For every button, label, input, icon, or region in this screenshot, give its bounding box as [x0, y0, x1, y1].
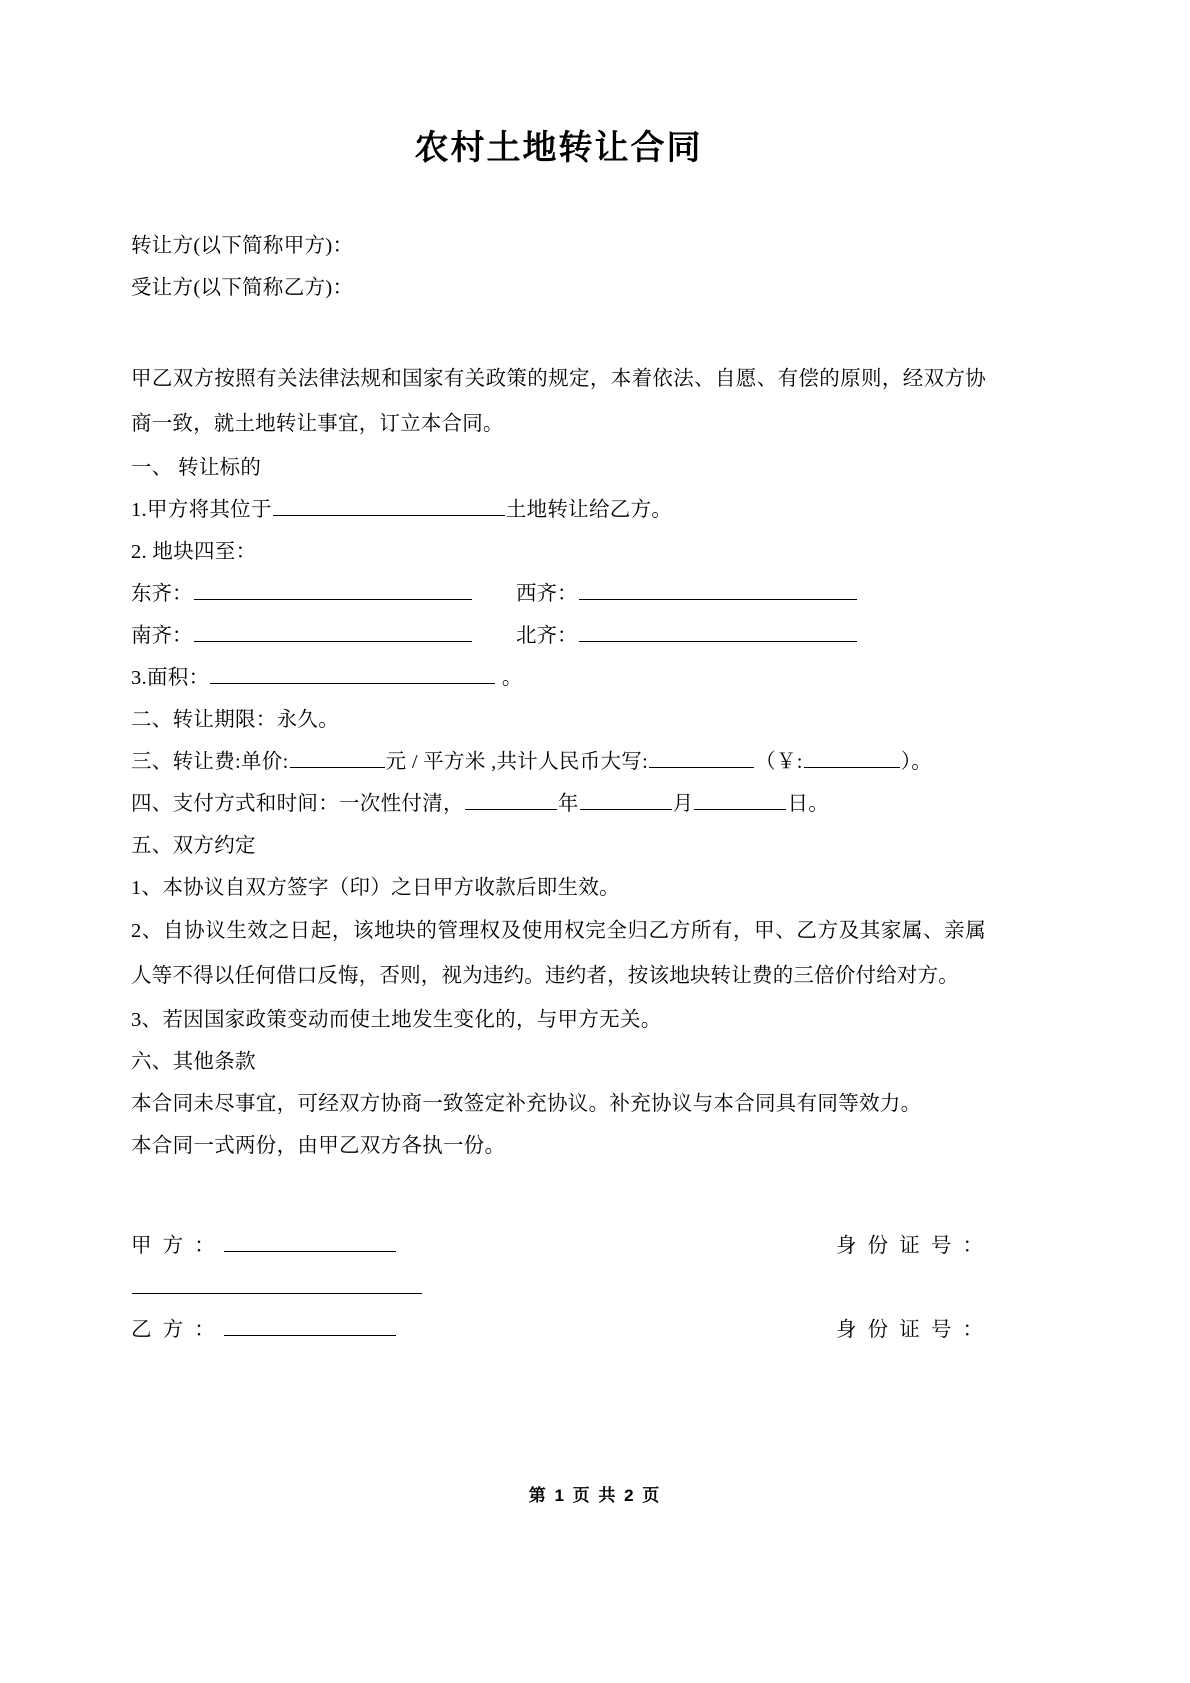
- section-one-heading: 一、 转让标的: [131, 456, 262, 479]
- section-six-text-1: 本合同未尽事宜，可经双方协商一致签定补充协议。补充协议与本合同具有同等效力。: [131, 1092, 922, 1115]
- party-a-id-label: 身 份 证 号 ：: [836, 1234, 986, 1257]
- item-location-line: [131, 489, 986, 531]
- boundary-west-blank: [579, 578, 857, 600]
- party-b-id: [836, 1309, 986, 1351]
- party-a-id: [836, 1225, 986, 1267]
- party-a-label: 甲 方 ：: [131, 1234, 218, 1257]
- item-area-suffix: 。: [501, 666, 523, 689]
- boundary-south: [131, 615, 516, 657]
- section-three-fee: [131, 741, 986, 783]
- section-six-heading: 六、其他条款: [131, 1050, 256, 1073]
- item-area-line: [131, 657, 986, 699]
- payment-day-blank: [694, 788, 786, 810]
- boundary-north-label: 北齐：: [516, 624, 578, 647]
- spacer: [131, 309, 986, 357]
- signature-row-party-b: [131, 1309, 986, 1351]
- payment-month-label: 月: [672, 792, 694, 815]
- fee-paren-open: （￥:: [755, 750, 803, 773]
- party-b-label: 乙 方 ：: [131, 1318, 218, 1341]
- section-six-text-2: 本合同一式两份，由甲乙双方各执一份。: [131, 1134, 506, 1157]
- fee-prefix: 三、转让费:单价:: [131, 750, 289, 773]
- payment-day-label: 日。: [787, 792, 830, 815]
- boundary-south-label: 南齐：: [131, 624, 193, 647]
- party-b-signature: [131, 1309, 397, 1351]
- section-five-heading: 五、双方约定: [131, 834, 256, 857]
- item-location-prefix: 1.甲方将其位于: [131, 498, 272, 521]
- payment-prefix: 四、支付方式和时间：一次性付清，: [131, 792, 464, 815]
- document-content: [131, 0, 986, 1351]
- total-words-blank: [649, 746, 754, 768]
- preamble-paragraph: 甲乙双方按照有关法律法规和国家有关政策的规定，本着依法、自愿、有偿的原则，经双方协商一致，就土地转让事宜，订立本合同。: [131, 367, 986, 435]
- item-location-suffix: 土地转让给乙方。: [505, 498, 673, 521]
- section-two-term: 二、转让期限：永久。: [131, 708, 339, 731]
- party-b-id-label: 身 份 证 号 ：: [836, 1318, 986, 1341]
- unit-price-blank: [290, 746, 385, 768]
- party-a-overflow-line: [131, 1267, 986, 1309]
- payment-year-blank: [465, 788, 557, 810]
- section-five-item-2: 2、自协议生效之日起，该地块的管理权及使用权完全归乙方所有，甲、乙方及其家属、亲属人等不得以任何借口反悔，否则，视为违约。违约者，按该地块转让费的三倍价付给对方。: [131, 919, 986, 987]
- party-a-id-blank: [132, 1272, 422, 1294]
- boundary-row-south-north: [131, 615, 986, 657]
- party-b-name-blank: [224, 1314, 396, 1336]
- signature-block: [131, 1225, 986, 1351]
- section-four-payment: [131, 783, 986, 825]
- location-blank: [273, 494, 505, 516]
- transferee-line: 受让方(以下简称乙方)：: [131, 276, 354, 299]
- transferor-line: 转让方(以下简称甲方)：: [131, 234, 354, 257]
- item-area-prefix: 3.面积：: [131, 666, 210, 689]
- boundary-east: [131, 573, 516, 615]
- payment-year-label: 年: [557, 792, 579, 815]
- item-boundaries-heading: 2. 地块四至：: [131, 540, 257, 563]
- fee-paren-close: ）。: [900, 750, 933, 773]
- boundary-north: [516, 615, 986, 657]
- section-five-item-3: 3、若因国家政策变动而使土地发生变化的，与甲方无关。: [131, 1008, 662, 1031]
- party-a-signature: [131, 1225, 397, 1267]
- boundary-north-blank: [579, 620, 857, 642]
- boundary-east-label: 东齐：: [131, 582, 193, 605]
- boundary-row-east-west: [131, 573, 986, 615]
- fee-middle: 元 / 平方米 ,共计人民币大写:: [385, 750, 649, 773]
- signature-row-party-a: [131, 1225, 986, 1267]
- boundary-east-blank: [194, 578, 472, 600]
- party-a-name-blank: [224, 1230, 396, 1252]
- page-title: 农村土地转让合同: [414, 129, 703, 167]
- total-amount-blank: [804, 746, 900, 768]
- party-block: [131, 225, 986, 309]
- section-five-item-1: 1、本协议自双方签字（印）之日甲方收款后即生效。: [131, 876, 620, 899]
- area-blank: [210, 662, 495, 684]
- page-footer: 第 1 页 共 2 页: [528, 1486, 662, 1505]
- boundary-west-label: 西齐：: [516, 582, 578, 605]
- payment-month-blank: [580, 788, 672, 810]
- boundary-west: [516, 573, 986, 615]
- boundary-south-blank: [194, 620, 472, 642]
